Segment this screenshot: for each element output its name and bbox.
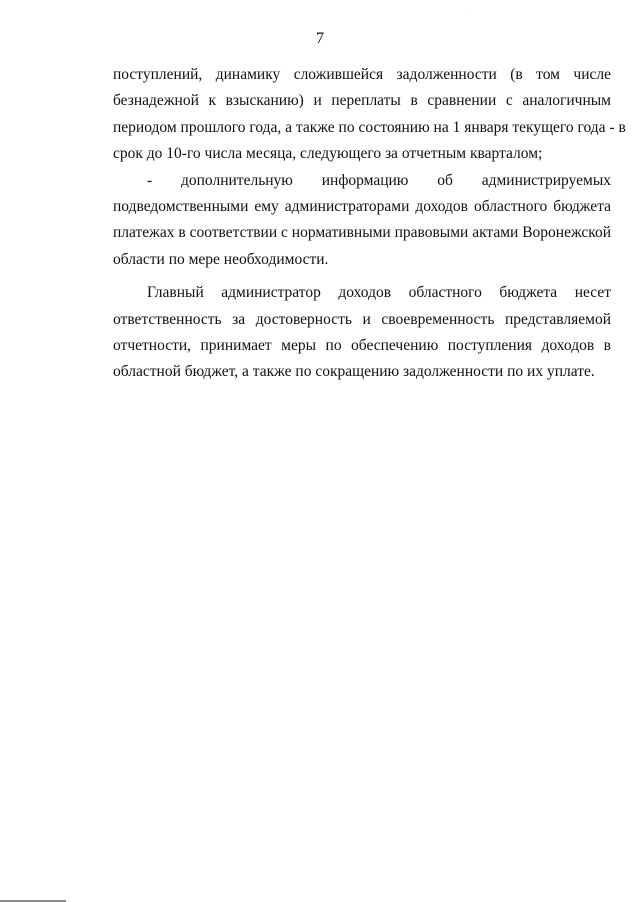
text-line: периодом прошлого года, а также по состоянию на 1 января текущего года - в: [113, 118, 626, 136]
text-line: отчетности, принимает меры по обеспечению поступления доходов в: [113, 336, 611, 354]
text-line: области по мере необходимости.: [113, 250, 329, 268]
text-line: срок до 10-го числа месяца, следующего за отчетным кварталом;: [113, 145, 543, 163]
paragraph-3: [113, 280, 611, 386]
paragraph-1: [113, 62, 626, 168]
paragraph-gap: [113, 273, 611, 280]
text-line: подведомственными ему администраторами доходов областного бюджета: [113, 197, 611, 215]
text-line: платежах в соответствии с нормативными правовыми актами Воронежской: [113, 224, 612, 242]
document-body: [113, 62, 626, 386]
text-line: безнадежной к взысканию) и переплаты в сравнении с аналогичным: [113, 92, 611, 110]
paragraph-2: [113, 168, 611, 274]
text-line: поступлений, динамику сложившейся задолженности (в том числе: [113, 66, 611, 83]
text-line: ответственность за достоверность и своевременность представляемой: [113, 310, 611, 328]
list-item-line: - дополнительную информацию об администрируемых: [147, 171, 611, 189]
page-number: 7: [316, 30, 324, 47]
text-line: областной бюджет, а также по сокращению задолженности по их уплате.: [113, 363, 595, 381]
text-line: Главный администратор доходов областного бюджета несет: [147, 284, 611, 302]
scan-artifact: [470, 12, 471, 13]
